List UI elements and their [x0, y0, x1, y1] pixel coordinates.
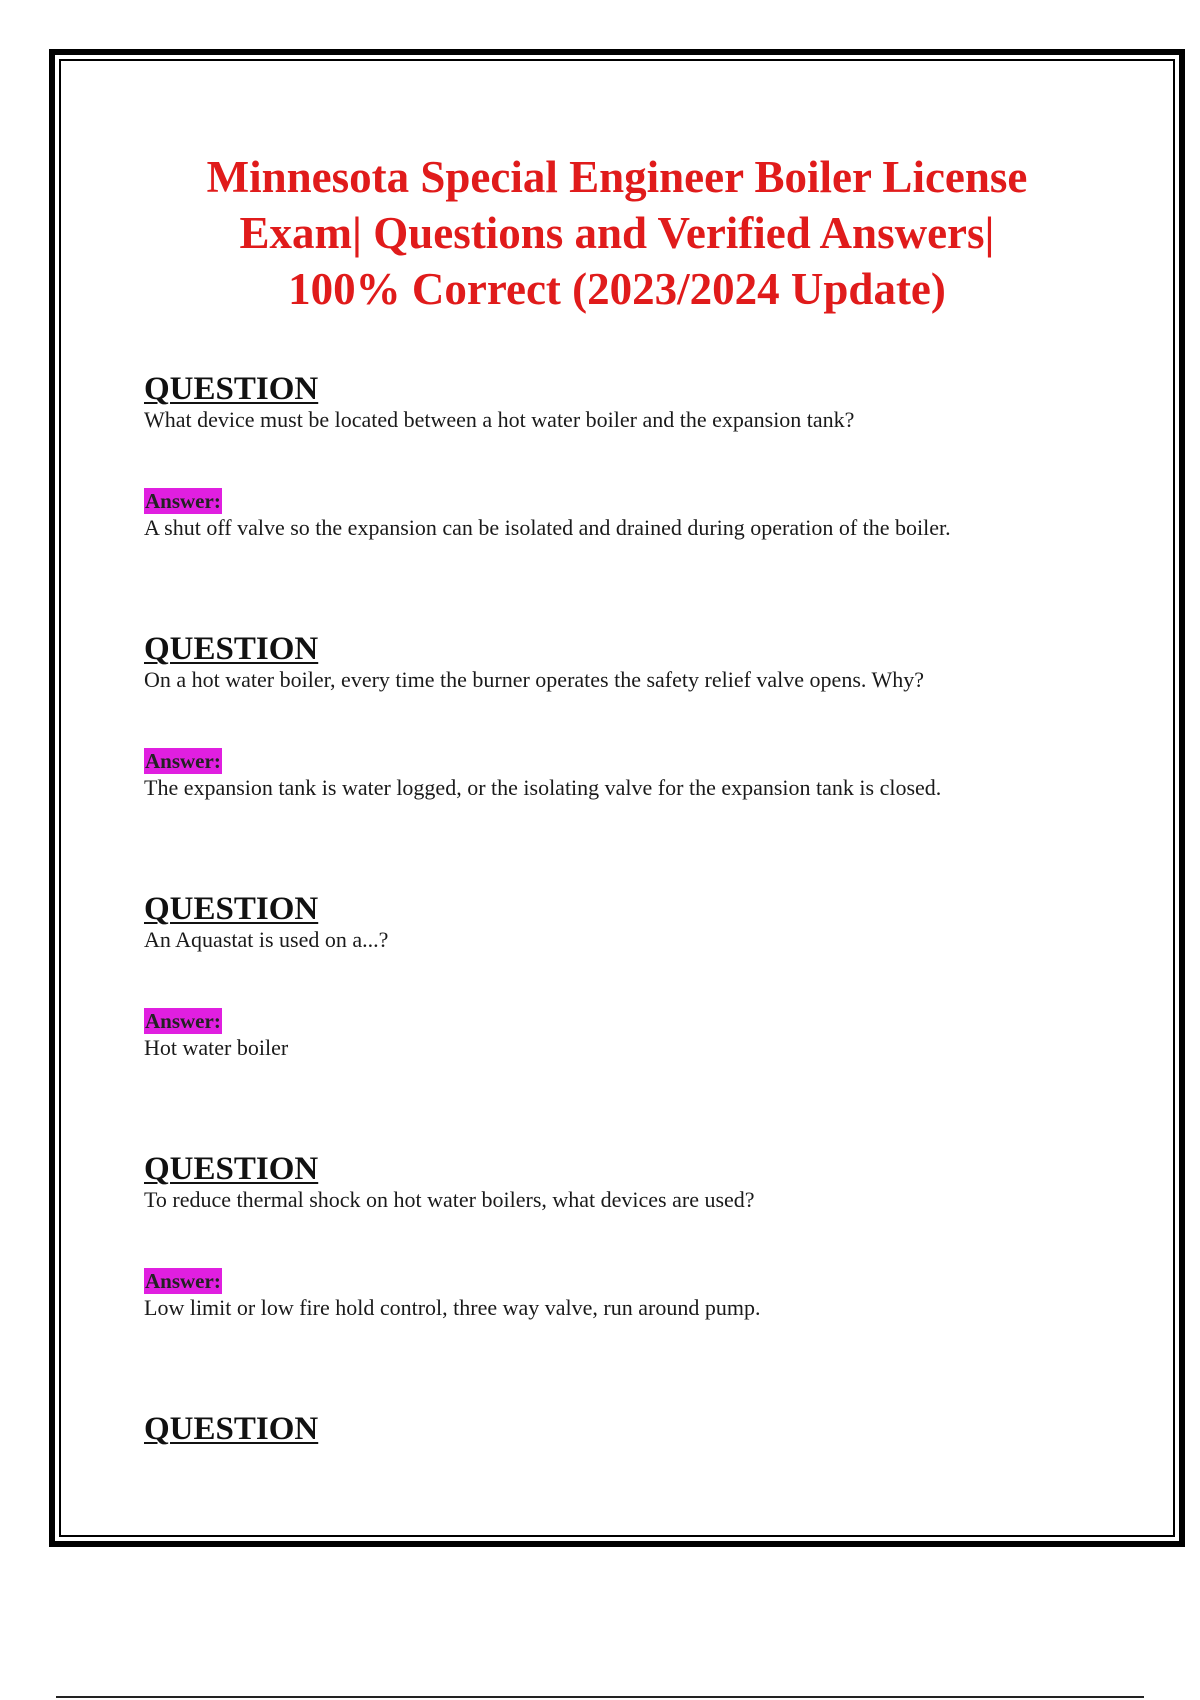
question-text: On a hot water boiler, every time the burner operates the safety relief valve opens. Why?: [144, 667, 925, 692]
page-border: [49, 49, 1185, 1547]
document-title: [55, 149, 1179, 317]
title-line-2: Exam| Questions and Verified Answers|: [239, 208, 995, 258]
answer-label: Answer:: [145, 749, 221, 773]
answer-label: Answer:: [145, 1009, 221, 1033]
answer-label: Answer:: [145, 1269, 221, 1293]
answer-text: The expansion tank is water logged, or the isolating valve for the expansion tank is closed.: [144, 775, 942, 800]
question-text: What device must be located between a hot water boiler and the expansion tank?: [144, 407, 855, 432]
qa-item-3: [144, 892, 1104, 1062]
qa-item-1: [144, 372, 1104, 542]
question-text: An Aquastat is used on a...?: [144, 927, 389, 952]
question-text: To reduce thermal shock on hot water boilers, what devices are used?: [144, 1187, 755, 1212]
title-line-3: 100% Correct (2023/2024 Update): [288, 264, 946, 314]
answer-text: A shut off valve so the expansion can be isolated and drained during operation of the boiler.: [144, 515, 951, 540]
title-line-1: Minnesota Special Engineer Boiler License: [206, 152, 1028, 202]
answer-text: Low limit or low fire hold control, three way valve, run around pump.: [144, 1295, 761, 1320]
qa-item-5: [144, 1412, 1104, 1446]
answer-text: Hot water boiler: [144, 1035, 289, 1060]
question-heading: QUESTION: [144, 631, 319, 667]
qa-item-4: [144, 1152, 1104, 1322]
page-divider: [56, 1696, 1144, 1698]
qa-item-2: [144, 632, 1104, 802]
question-heading: QUESTION: [144, 891, 319, 927]
question-heading: QUESTION: [144, 1411, 319, 1447]
question-heading: QUESTION: [144, 371, 319, 407]
question-heading: QUESTION: [144, 1151, 319, 1187]
answer-label: Answer:: [145, 489, 221, 513]
